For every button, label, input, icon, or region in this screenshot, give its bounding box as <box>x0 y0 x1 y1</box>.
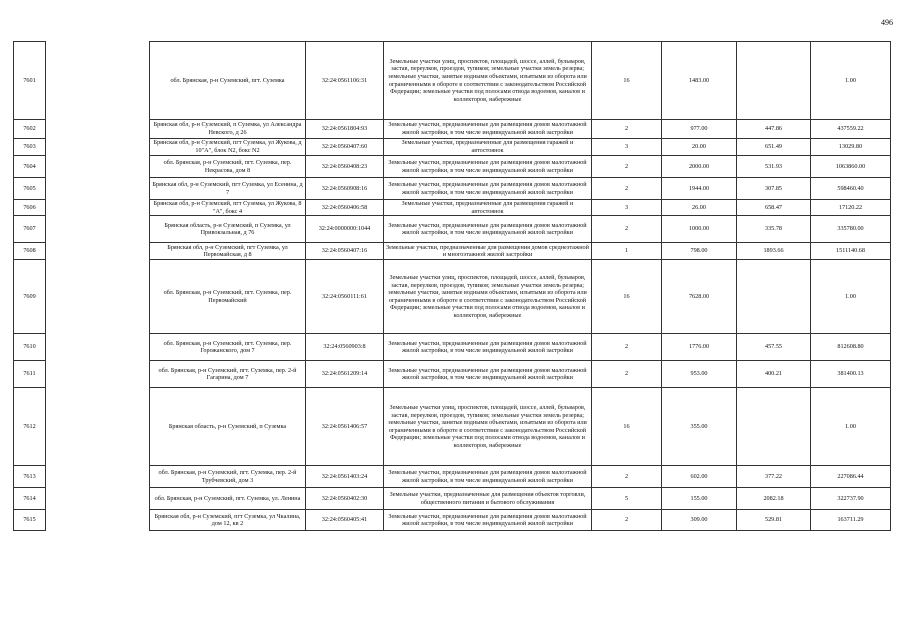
spacer-cell <box>46 334 150 361</box>
address-cell: Брянская обл, р-н Суземский, п Суземка, ул Александра Невского, д 26 <box>150 120 306 139</box>
land-use-cell: Земельные участки, предназначенные для размещения домов малоэтажной жилой застройки, в том числе индивидуальной жилой застройки <box>384 466 592 488</box>
cadastral-value-cell: 598460.40 <box>811 178 891 200</box>
specific-value-cell <box>737 260 811 334</box>
area-cell: 953.00 <box>662 361 737 388</box>
table-row <box>14 361 891 388</box>
area-cell: 355.00 <box>662 388 737 466</box>
cadastral-value-cell: 17120.22 <box>811 200 891 216</box>
cadastral-value-table <box>13 41 891 531</box>
address-cell: обл. Брянская, р-н Суземский, пгт. Суземка <box>150 42 306 120</box>
land-use-cell: Земельные участки, предназначенные для размещения домов малоэтажной жилой застройки, в том числе индивидуальной жилой застройки <box>384 361 592 388</box>
row-number-cell: 7603 <box>14 139 46 156</box>
specific-value-cell: 1893.66 <box>737 243 811 260</box>
area-cell: 20.00 <box>662 139 737 156</box>
cadastral-value-cell: 322737.90 <box>811 488 891 510</box>
specific-value-cell <box>737 388 811 466</box>
table-row <box>14 488 891 510</box>
table-row <box>14 243 891 260</box>
spacer-cell <box>46 361 150 388</box>
row-number-cell: 7608 <box>14 243 46 260</box>
group-cell: 16 <box>592 388 662 466</box>
area-cell: 1944.00 <box>662 178 737 200</box>
specific-value-cell: 307.85 <box>737 178 811 200</box>
page-number: 496 <box>881 18 893 27</box>
land-use-cell: Земельные участки, предназначенные для размещения домов малоэтажной жилой застройки, в том числе индивидуальной жилой застройки <box>384 156 592 178</box>
address-cell: обл. Брянская, р-н Суземский, пгт. Суземка, пер. Первомайский <box>150 260 306 334</box>
area-cell: 309.00 <box>662 510 737 531</box>
area-cell: 977.00 <box>662 120 737 139</box>
specific-value-cell: 529.81 <box>737 510 811 531</box>
spacer-cell <box>46 243 150 260</box>
cadastral-value-cell: 1063860.00 <box>811 156 891 178</box>
group-cell: 2 <box>592 216 662 243</box>
specific-value-cell: 2082.18 <box>737 488 811 510</box>
address-cell: обл. Брянская, р-н Суземский, пгт. Суземка, пер. Горожанского, дом 7 <box>150 334 306 361</box>
address-cell: Брянская область, р-н Суземский, п Суземка, ул Привокзальная, д 76 <box>150 216 306 243</box>
address-cell: Брянская обл, р-н Суземский, пгт Суземка, ул Первомайская, д 8 <box>150 243 306 260</box>
cadastral-value-cell: 1.00 <box>811 42 891 120</box>
area-cell: 155.00 <box>662 488 737 510</box>
specific-value-cell: 457.55 <box>737 334 811 361</box>
address-cell: Брянская область, р-н Суземский, п Суземка <box>150 388 306 466</box>
area-cell: 798.00 <box>662 243 737 260</box>
table-row <box>14 334 891 361</box>
row-number-cell: 7614 <box>14 488 46 510</box>
area-cell: 1483.00 <box>662 42 737 120</box>
land-use-cell: Земельные участки, предназначенные для размещения домов среднеэтажной и многоэтажной жилой застройки <box>384 243 592 260</box>
cadastral-number-cell: 32:24:0561403:24 <box>306 466 384 488</box>
cadastral-value-cell: 381400.13 <box>811 361 891 388</box>
specific-value-cell: 377.22 <box>737 466 811 488</box>
table-row <box>14 156 891 178</box>
cadastral-value-cell: 1.00 <box>811 260 891 334</box>
land-use-cell: Земельные участки, предназначенные для размещения домов малоэтажной жилой застройки, в том числе индивидуальной жилой застройки <box>384 334 592 361</box>
row-number-cell: 7612 <box>14 388 46 466</box>
specific-value-cell: 658.47 <box>737 200 811 216</box>
spacer-cell <box>46 216 150 243</box>
cadastral-number-cell: 32:24:0561406:57 <box>306 388 384 466</box>
land-use-cell: Земельные участки улиц, проспектов, площадей, шоссе, аллей, бульваров, застав, переулков, проездов, тупиков; земельные участки земель резерва; земельные участки, занятые водными объектами, изъятыми из оборота или ограниченными в обороте в соответствии с законодательством Российской Федерации; земельные участки под полосами отвода водоемов, каналов и коллекторов, набережные <box>384 42 592 120</box>
specific-value-cell: 447.86 <box>737 120 811 139</box>
table-row <box>14 120 891 139</box>
group-cell: 2 <box>592 178 662 200</box>
row-number-cell: 7611 <box>14 361 46 388</box>
land-use-cell: Земельные участки улиц, проспектов, площадей, шоссе, аллей, бульваров, застав, переулков, проездов, тупиков; земельные участки земель резерва; земельные участки, занятые водными объектами, изъятыми из оборота или ограниченными в обороте в соответствии с законодательством Российской Федерации; земельные участки под полосами отвода водоемов, каналов и коллекторов, набережные <box>384 260 592 334</box>
address-cell: обл. Брянская, р-н Суземский, пгт. Суземка, пер. 2-й Гагарина, дом 7 <box>150 361 306 388</box>
spacer-cell <box>46 120 150 139</box>
cadastral-value-cell: 227086.44 <box>811 466 891 488</box>
cadastral-number-cell: 32:24:0561209:14 <box>306 361 384 388</box>
spacer-cell <box>46 139 150 156</box>
group-cell: 3 <box>592 200 662 216</box>
address-cell: обл. Брянская, р-н Суземский, пгт. Суземка, ул. Ленина <box>150 488 306 510</box>
cadastral-value-cell: 13029.80 <box>811 139 891 156</box>
table-row <box>14 388 891 466</box>
cadastral-value-cell: 1511140.68 <box>811 243 891 260</box>
group-cell: 2 <box>592 334 662 361</box>
table-row <box>14 466 891 488</box>
cadastral-number-cell: 32:24:0560405:41 <box>306 510 384 531</box>
cadastral-value-cell: 812608.80 <box>811 334 891 361</box>
table-row <box>14 510 891 531</box>
address-cell: обл. Брянская, р-н Суземский, пгт. Суземка, пер. 2-й Трубчевский, дом 3 <box>150 466 306 488</box>
cadastral-number-cell: 32:24:0000000:1044 <box>306 216 384 243</box>
specific-value-cell: 400.21 <box>737 361 811 388</box>
table-row <box>14 216 891 243</box>
spacer-cell <box>46 510 150 531</box>
row-number-cell: 7615 <box>14 510 46 531</box>
cadastral-number-cell: 32:24:0560407:60 <box>306 139 384 156</box>
group-cell: 2 <box>592 510 662 531</box>
cadastral-number-cell: 32:24:0560408:23 <box>306 156 384 178</box>
cadastral-number-cell: 32:24:0560406:58 <box>306 200 384 216</box>
row-number-cell: 7602 <box>14 120 46 139</box>
row-number-cell: 7604 <box>14 156 46 178</box>
spacer-cell <box>46 466 150 488</box>
cadastral-number-cell: 32:24:0560903:8 <box>306 334 384 361</box>
specific-value-cell: 531.93 <box>737 156 811 178</box>
row-number-cell: 7609 <box>14 260 46 334</box>
area-cell: 7628.00 <box>662 260 737 334</box>
specific-value-cell: 335.78 <box>737 216 811 243</box>
land-use-cell: Земельные участки улиц, проспектов, площадей, шоссе, аллей, бульваров, застав, переулков, проездов, тупиков; земельные участки земель резерва; земельные участки, занятые водными объектами, изъятыми из оборота или ограниченными в обороте в соответствии с законодательством Российской Федерации; земельные участки под полосами отвода водоемов, каналов и коллекторов, набережные <box>384 388 592 466</box>
table-body <box>14 42 891 531</box>
table-row <box>14 260 891 334</box>
group-cell: 3 <box>592 139 662 156</box>
cadastral-number-cell: 32:24:0560402:30 <box>306 488 384 510</box>
land-use-cell: Земельные участки, предназначенные для размещения домов малоэтажной жилой застройки, в том числе индивидуальной жилой застройки <box>384 216 592 243</box>
land-use-cell: Земельные участки, предназначенные для размещения гаражей и автостоянок <box>384 139 592 156</box>
land-use-cell: Земельные участки, предназначенные для размещения гаражей и автостоянок <box>384 200 592 216</box>
specific-value-cell: 651.49 <box>737 139 811 156</box>
cadastral-number-cell: 32:24:0560407:16 <box>306 243 384 260</box>
spacer-cell <box>46 388 150 466</box>
land-use-cell: Земельные участки, предназначенные для размещения домов малоэтажной жилой застройки, в том числе индивидуальной жилой застройки <box>384 120 592 139</box>
area-cell: 602.00 <box>662 466 737 488</box>
cadastral-number-cell: 32:24:0560908:16 <box>306 178 384 200</box>
spacer-cell <box>46 260 150 334</box>
cadastral-value-cell: 1.00 <box>811 388 891 466</box>
cadastral-value-cell: 335780.00 <box>811 216 891 243</box>
address-cell: Брянская обл, р-н Суземский, пгт Суземка, ул Жукова, д 10"А", блок N2, бокс N2 <box>150 139 306 156</box>
table-row <box>14 42 891 120</box>
group-cell: 2 <box>592 120 662 139</box>
cadastral-number-cell: 32:24:0561804:93 <box>306 120 384 139</box>
row-number-cell: 7613 <box>14 466 46 488</box>
address-cell: Брянская обл, р-н Суземский, пгт Суземка, ул Жукова, 8 "А", бокс 4 <box>150 200 306 216</box>
group-cell: 16 <box>592 260 662 334</box>
group-cell: 5 <box>592 488 662 510</box>
specific-value-cell <box>737 42 811 120</box>
spacer-cell <box>46 178 150 200</box>
group-cell: 1 <box>592 243 662 260</box>
area-cell: 26.00 <box>662 200 737 216</box>
row-number-cell: 7610 <box>14 334 46 361</box>
cadastral-value-cell: 437559.22 <box>811 120 891 139</box>
address-cell: Брянская обл, р-н Суземский, пгт Суземка, ул Чкалина, дом 12, кв 2 <box>150 510 306 531</box>
land-use-cell: Земельные участки, предназначенные для размещения объектов торговли, общественного питания и бытового обслуживания <box>384 488 592 510</box>
land-use-cell: Земельные участки, предназначенные для размещения домов малоэтажной жилой застройки, в том числе индивидуальной жилой застройки <box>384 178 592 200</box>
group-cell: 16 <box>592 42 662 120</box>
group-cell: 2 <box>592 156 662 178</box>
address-cell: Брянская обл, р-н Суземский, пгт Суземка, ул Есенина, д 7 <box>150 178 306 200</box>
cadastral-number-cell: 32:24:0560111:61 <box>306 260 384 334</box>
row-number-cell: 7605 <box>14 178 46 200</box>
address-cell: обл. Брянская, р-н Суземский, пгт. Суземка, пер. Некрасова, дом 8 <box>150 156 306 178</box>
row-number-cell: 7607 <box>14 216 46 243</box>
spacer-cell <box>46 200 150 216</box>
row-number-cell: 7601 <box>14 42 46 120</box>
land-use-cell: Земельные участки, предназначенные для размещения домов малоэтажной жилой застройки, в том числе индивидуальной жилой застройки <box>384 510 592 531</box>
row-number-cell: 7606 <box>14 200 46 216</box>
area-cell: 1000.00 <box>662 216 737 243</box>
area-cell: 1776.00 <box>662 334 737 361</box>
spacer-cell <box>46 488 150 510</box>
area-cell: 2000.00 <box>662 156 737 178</box>
group-cell: 2 <box>592 466 662 488</box>
cadastral-value-cell: 163711.29 <box>811 510 891 531</box>
group-cell: 2 <box>592 361 662 388</box>
spacer-cell <box>46 156 150 178</box>
spacer-cell <box>46 42 150 120</box>
cadastral-number-cell: 32:24:0561106:31 <box>306 42 384 120</box>
table-row <box>14 200 891 216</box>
table-row <box>14 178 891 200</box>
table-row <box>14 139 891 156</box>
